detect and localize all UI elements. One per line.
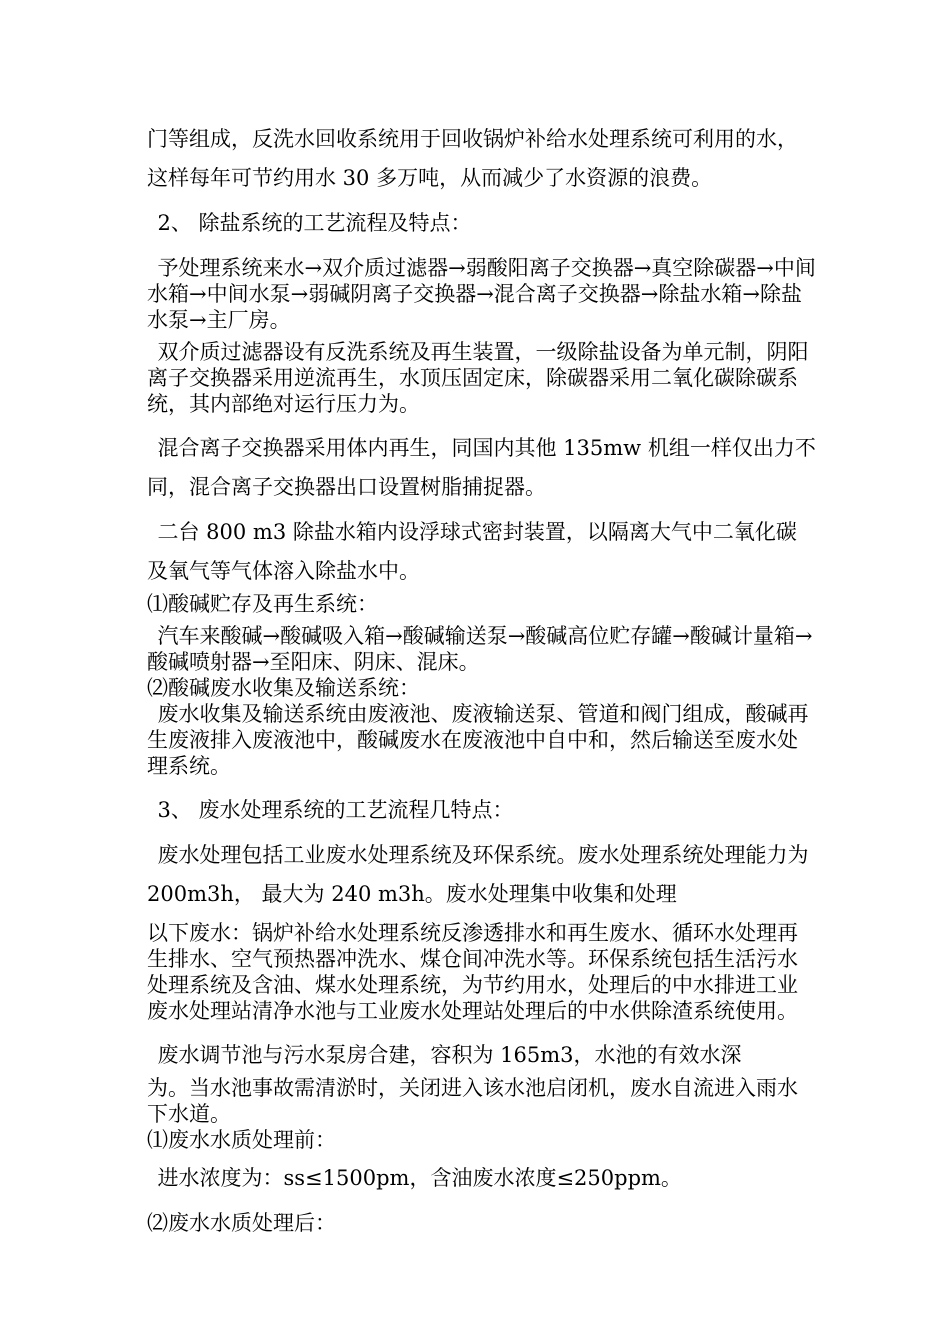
subheading-acid-alkali-wastewater: ⑵酸碱废水收集及输送系统： [147, 676, 420, 700]
paragraph-mixed-bed: 混合离子交换器采用体内再生，同国内其他 135mw 机组一样仅出力不同，混合离子交换器出口设置树脂捕捉器。 [147, 436, 816, 499]
paragraph-pool-dredging: 为。当水池事故需清淤时，关闭进入该水池启闭机，废水自流进入雨水下水道。 [147, 1076, 798, 1126]
paragraph-dual-media-filter: 双介质过滤器设有反洗系统及再生装置，一级除盐设备为单元制，阴阳离子交换器采用逆流再生，水顶压固定床，除碳器采用二氧化碳除碳系统，其内部绝对运行压力为。 [147, 340, 809, 416]
subheading-before-treatment: ⑴废水水质处理前： [147, 1128, 336, 1152]
paragraph-water-tank: 二台 800 m3 除盐水箱内设浮球式密封装置，以隔离大气中二氧化碳及氧气等气体溶入除盐水中。 [147, 520, 797, 583]
paragraph-desalination-flow: 予处理系统来水→双介质过滤器→弱酸阳离子交换器→真空除碳器→中间水箱→中间水泵→弱碱阴离子交换器→混合离子交换器→除盐水箱→除盐水泵→主厂房。 [147, 256, 816, 332]
subheading-after-treatment: ⑵废水水质处理后： [147, 1211, 336, 1235]
document-body [147, 120, 817, 1243]
paragraph-acid-alkali-flow: 汽车来酸碱→酸碱吸入箱→酸碱输送泵→酸碱高位贮存罐→酸碱计量箱→酸碱喷射器→至阳床、阴床、混床。 [147, 624, 813, 674]
heading-desalination: 2、 除盐系统的工艺流程及特点： [157, 211, 472, 235]
paragraph-treatment-capacity: 废水处理包括工业废水处理系统及环保系统。废水处理系统处理能力为 200m3h， 最大为 240 m3h。废水处理集中收集和处理 [147, 843, 809, 906]
paragraph-backwash: 门等组成，反洗水回收系统用于回收锅炉补给水处理系统可利用的水，这样每年可节约用水 30 多万吨，从而减少了水资源的浪费。 [147, 127, 798, 190]
paragraph-wastewater-collection: 废水收集及输送系统由废液池、废液输送泵、管道和阀门组成，酸碱再生废液排入废液池中，酸碱废水在废液池中自中和，然后输送至废水处理系统。 [147, 702, 809, 778]
paragraph-wastewater-types: 以下废水：锅炉补给水处理系统反渗透排水和再生废水、循环水处理再生排水、空气预热器冲洗水、煤仓间冲洗水等。环保系统包括生活污水处理系统及含油、煤水处理系统，为节约用水，处理后的中水排进工业废水处理站清净水池与工业废水处理站处理后的中水供除渣系统使用。 [147, 921, 798, 1023]
heading-wastewater-treatment: 3、 废水处理系统的工艺流程几特点： [157, 798, 514, 822]
paragraph-inlet-concentration: 进水浓度为：ss≤1500pm，含油废水浓度≤250ppm。 [157, 1166, 682, 1190]
subheading-acid-alkali-storage: ⑴酸碱贮存及再生系统： [147, 592, 378, 616]
paragraph-regulating-pool: 废水调节池与污水泵房合建，容积为 165m3，水池的有效水深 [157, 1043, 742, 1067]
